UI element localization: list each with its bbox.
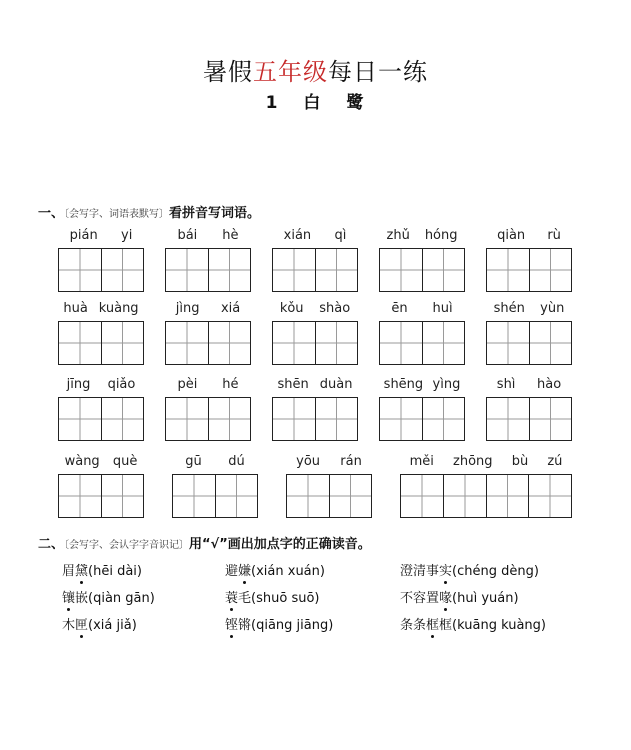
writing-grid[interactable] — [58, 397, 144, 441]
pronunciation-item[interactable]: 不容置喙(huì yuán) — [400, 587, 519, 606]
pinyin-label: gū dú — [185, 454, 245, 469]
writing-grid[interactable] — [379, 321, 465, 365]
pronunciation-item[interactable]: 条条框框(kuāng kuàng) — [400, 614, 546, 633]
pinyin-label: pián yi — [69, 228, 133, 243]
section-2-instruction: 用“√”画出加点字的正确读音。 — [189, 537, 371, 552]
dotted-char: 铿 — [225, 614, 238, 633]
pronunciation-options[interactable]: (hēi dài) — [88, 564, 142, 579]
section-2-heading — [38, 533, 371, 552]
pinyin-label: yōu rán — [296, 454, 362, 469]
writing-grid[interactable] — [165, 397, 251, 441]
writing-grid[interactable] — [172, 474, 258, 518]
writing-grid[interactable] — [58, 321, 144, 365]
section-1-instruction: 看拼音写词语。 — [169, 206, 261, 221]
pronunciation-item[interactable]: 木匣(xiá jiǎ) — [62, 614, 137, 633]
pronunciation-options[interactable]: (qiàn gān) — [88, 591, 155, 606]
section-1-note: 〔会写字、词语表默写〕 — [64, 209, 170, 220]
dotted-char: 黛 — [75, 560, 88, 579]
pronunciation-item[interactable]: 铿锵(qiāng jiāng) — [225, 614, 333, 633]
writing-grid[interactable] — [486, 321, 572, 365]
pronunciation-item[interactable]: 镶嵌(qiàn gān) — [62, 587, 155, 606]
writing-grid[interactable] — [486, 248, 572, 292]
dotted-char: 嫌 — [238, 560, 251, 579]
title-suffix: 每日一练 — [328, 58, 428, 86]
writing-grid[interactable] — [286, 474, 372, 518]
dotted-char: 实 — [439, 560, 452, 579]
writing-grid[interactable] — [486, 397, 572, 441]
pronunciation-item[interactable]: 眉黛(hēi dài) — [62, 560, 142, 579]
worksheet-title — [0, 52, 631, 87]
lesson-number: 1 — [265, 93, 280, 113]
lesson-char-2: 鹭 — [346, 93, 366, 113]
writing-grid[interactable] — [272, 248, 358, 292]
writing-grid[interactable] — [165, 248, 251, 292]
pinyin-label: xián qì — [283, 228, 347, 243]
pronunciation-options[interactable]: (shuō suō) — [251, 591, 320, 606]
pinyin-label: jīng qiǎo — [66, 377, 136, 392]
writing-grid[interactable] — [272, 321, 358, 365]
writing-grid[interactable] — [58, 474, 144, 518]
pinyin-label: shēn duàn — [277, 377, 353, 392]
pronunciation-options[interactable]: (kuāng kuàng) — [452, 618, 546, 633]
pronunciation-options[interactable]: (xián xuán) — [251, 564, 325, 579]
pronunciation-item[interactable]: 澄清事实(chéng dèng) — [400, 560, 539, 579]
pinyin-label: kǒu shào — [279, 301, 351, 316]
writing-grid[interactable] — [379, 248, 465, 292]
section-2-note: 〔会写字、会认字字音识记〕 — [64, 540, 190, 551]
pinyin-label-idiom: měi zhōng bù zú — [409, 454, 563, 469]
pinyin-label: pèi hé — [177, 377, 239, 392]
pronunciation-item[interactable]: 避嫌(xián xuán) — [225, 560, 325, 579]
lesson-char-1: 白 — [303, 93, 323, 113]
writing-grid[interactable] — [379, 397, 465, 441]
section-1-number: 一、 — [38, 206, 65, 221]
pronunciation-options[interactable]: (xiá jiǎ) — [88, 618, 137, 633]
pinyin-label: shēng yìng — [383, 377, 461, 392]
pinyin-label: wàng què — [64, 454, 138, 469]
writing-grid[interactable] — [165, 321, 251, 365]
dotted-char: 框 — [426, 614, 439, 633]
pinyin-label: shì hào — [496, 377, 562, 392]
pinyin-label: jìng xiá — [175, 301, 241, 316]
pronunciation-options[interactable]: (huì yuán) — [452, 591, 519, 606]
pinyin-label: zhǔ hóng — [386, 228, 458, 243]
pinyin-label: huà kuàng — [63, 301, 139, 316]
writing-grid[interactable] — [58, 248, 144, 292]
title-prefix: 暑假 — [203, 58, 253, 86]
section-2-number: 二、 — [38, 537, 65, 552]
pronunciation-options[interactable]: (qiāng jiāng) — [251, 618, 334, 633]
pinyin-label: bái hè — [177, 228, 239, 243]
dotted-char: 匣 — [75, 614, 88, 633]
dotted-char: 镶 — [62, 587, 75, 606]
dotted-char: 喙 — [439, 587, 452, 606]
section-1-heading — [38, 202, 260, 221]
pinyin-label: qiàn rù — [497, 228, 561, 243]
writing-grid-idiom[interactable] — [400, 474, 572, 518]
title-grade: 五年级 — [253, 58, 328, 86]
pronunciation-item[interactable]: 蓑毛(shuō suō) — [225, 587, 319, 606]
dotted-char: 蓑 — [225, 587, 238, 606]
pronunciation-options[interactable]: (chéng dèng) — [452, 564, 539, 579]
writing-grid[interactable] — [272, 397, 358, 441]
pinyin-label: ēn huì — [391, 301, 453, 316]
pinyin-label: shén yùn — [493, 301, 565, 316]
lesson-heading — [0, 88, 631, 113]
